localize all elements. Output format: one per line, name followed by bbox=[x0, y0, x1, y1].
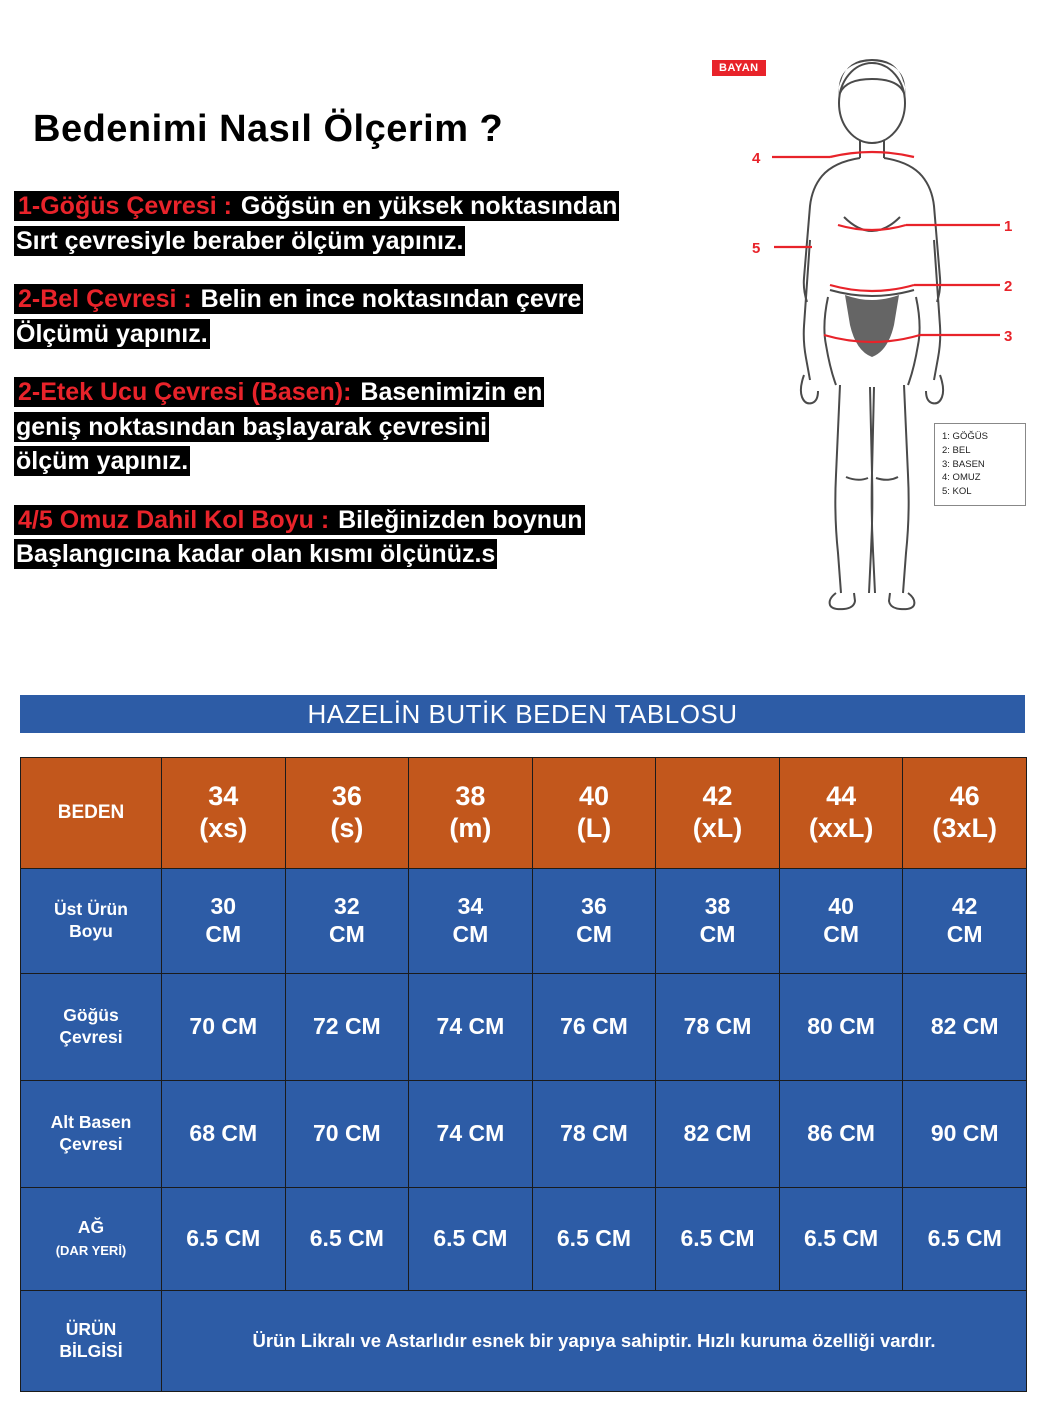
instruction-text: Başlangıcına kadar olan kısmı ölçünüz.s bbox=[16, 540, 496, 568]
cell-ag-46: 6.5 CM bbox=[903, 1188, 1027, 1291]
size-letter: (xxL) bbox=[808, 813, 874, 843]
row-label bbox=[21, 974, 162, 1081]
size-number: 44 bbox=[826, 781, 857, 812]
instruction-gogus-cevresi bbox=[14, 190, 704, 257]
row-label-line1: AĞ bbox=[77, 1217, 105, 1238]
instruction-lead: 1-Göğüs Çevresi : bbox=[18, 192, 232, 220]
size-number: 36 bbox=[331, 781, 362, 812]
size-table-banner: HAZELİN BUTİK BEDEN TABLOSU bbox=[20, 695, 1025, 733]
instruction-line bbox=[14, 411, 704, 444]
instruction-text: ölçüm yapınız. bbox=[16, 447, 189, 475]
table-row-gogus-cevresi bbox=[21, 974, 1027, 1081]
row-label-line2: Boyu bbox=[69, 921, 113, 941]
cell-ust-46: 42 CM bbox=[903, 869, 1027, 974]
female-figure-svg bbox=[712, 45, 1032, 625]
row-label-line1: ÜRÜN bbox=[65, 1319, 117, 1340]
cell-ag-44: 6.5 CM bbox=[779, 1188, 903, 1291]
size-number: 40 bbox=[578, 781, 609, 812]
header-size-42 bbox=[656, 758, 780, 869]
size-number: 42 bbox=[702, 781, 733, 812]
row-label bbox=[21, 1291, 162, 1392]
row-label-line2: (DAR YERİ) bbox=[55, 1243, 127, 1258]
bayan-badge: BAYAN bbox=[712, 60, 766, 76]
header-size-34 bbox=[162, 758, 286, 869]
cell-ag-38: 6.5 CM bbox=[409, 1188, 533, 1291]
cell-gogus-36: 72 CM bbox=[285, 974, 409, 1081]
instruction-text: Basenimizin en bbox=[353, 378, 543, 406]
instructions-list bbox=[14, 190, 704, 597]
instruction-line bbox=[14, 445, 704, 478]
instruction-etek-ucu-cevresi bbox=[14, 376, 704, 478]
instruction-line bbox=[14, 318, 704, 351]
table-header-row bbox=[21, 758, 1027, 869]
cell-gogus-34: 70 CM bbox=[162, 974, 286, 1081]
header-size-40 bbox=[532, 758, 656, 869]
instruction-text: geniş noktasından başlayarak çevresini bbox=[16, 412, 488, 441]
row-label-line2: BİLGİSİ bbox=[59, 1341, 123, 1361]
header-beden: BEDEN bbox=[21, 758, 162, 869]
legend-item: 5: KOL bbox=[942, 486, 972, 498]
table-row-urun-bilgisi bbox=[21, 1291, 1027, 1392]
header-size-38 bbox=[409, 758, 533, 869]
instruction-line bbox=[14, 190, 704, 223]
legend-item: 1: GÖĞÜS bbox=[942, 431, 988, 442]
cell-basen-42: 82 CM bbox=[656, 1081, 780, 1188]
instruction-line bbox=[14, 283, 704, 316]
cell-gogus-44: 80 CM bbox=[779, 974, 903, 1081]
cell-ag-42: 6.5 CM bbox=[656, 1188, 780, 1291]
cell-ag-40: 6.5 CM bbox=[532, 1188, 656, 1291]
header-size-46 bbox=[903, 758, 1027, 869]
cell-basen-46: 90 CM bbox=[903, 1081, 1027, 1188]
instruction-line bbox=[14, 225, 704, 258]
header-size-36 bbox=[285, 758, 409, 869]
cell-gogus-40: 76 CM bbox=[532, 974, 656, 1081]
instruction-bel-cevresi bbox=[14, 283, 704, 350]
row-label-line2: Çevresi bbox=[59, 1027, 123, 1047]
instruction-text: Ölçümü yapınız. bbox=[16, 319, 208, 348]
instruction-line bbox=[14, 538, 704, 571]
instruction-text: Bileğinizden boynun bbox=[331, 505, 583, 534]
legend-item: 3: BASEN bbox=[942, 458, 985, 470]
size-letter: (3xL) bbox=[932, 813, 997, 843]
callout-3: 3 bbox=[1004, 328, 1013, 345]
product-info-text: Ürün Likralı ve Astarlıdır esnek bir yapıya sahiptir. Hızlı kuruma özelliği vardır. bbox=[162, 1291, 1027, 1392]
row-label-line2: Çevresi bbox=[59, 1134, 123, 1154]
table-row-ust-urun-boyu bbox=[21, 869, 1027, 974]
legend-item: 2: BEL bbox=[942, 444, 971, 456]
cell-ust-34: 30 CM bbox=[162, 869, 286, 974]
instruction-lead: 2-Bel Çevresi : bbox=[18, 285, 192, 313]
cell-ag-36: 6.5 CM bbox=[285, 1188, 409, 1291]
cell-gogus-38: 74 CM bbox=[409, 974, 533, 1081]
instruction-text: Sırt çevresiyle beraber ölçüm yapınız. bbox=[16, 226, 464, 255]
instruction-lead: 2-Etek Ucu Çevresi (Basen): bbox=[18, 378, 352, 406]
size-table bbox=[20, 757, 1027, 1392]
size-letter: (xL) bbox=[692, 813, 743, 843]
cell-basen-40: 78 CM bbox=[532, 1081, 656, 1188]
page-title: Bedenimi Nasıl Ölçerim ? bbox=[33, 108, 504, 150]
row-label-line1: Üst Ürün bbox=[54, 899, 128, 920]
cell-ust-40: 36 CM bbox=[532, 869, 656, 974]
size-number: 34 bbox=[208, 781, 239, 812]
instruction-line bbox=[14, 504, 704, 537]
instruction-text: Belin en ince noktasından çevre bbox=[193, 285, 582, 313]
cell-ag-34: 6.5 CM bbox=[162, 1188, 286, 1291]
size-number: 38 bbox=[455, 781, 486, 812]
size-letter: (m) bbox=[449, 813, 492, 843]
size-number: 46 bbox=[949, 781, 980, 812]
cell-basen-36: 70 CM bbox=[285, 1081, 409, 1188]
cell-basen-44: 86 CM bbox=[779, 1081, 903, 1188]
body-measurement-diagram bbox=[712, 45, 1032, 625]
instruction-text: Göğsün en yüksek noktasından bbox=[233, 192, 618, 220]
callout-4: 4 bbox=[752, 150, 761, 167]
cell-gogus-42: 78 CM bbox=[656, 974, 780, 1081]
row-label bbox=[21, 1081, 162, 1188]
cell-basen-34: 68 CM bbox=[162, 1081, 286, 1188]
cell-basen-38: 74 CM bbox=[409, 1081, 533, 1188]
legend-item: 4: OMUZ bbox=[942, 472, 981, 484]
callout-2: 2 bbox=[1004, 278, 1013, 295]
instruction-line bbox=[14, 376, 704, 409]
cell-ust-42: 38 CM bbox=[656, 869, 780, 974]
instruction-lead: 4/5 Omuz Dahil Kol Boyu : bbox=[18, 505, 330, 534]
size-letter: (xs) bbox=[199, 813, 248, 843]
row-label bbox=[21, 1188, 162, 1291]
callout-5: 5 bbox=[752, 240, 761, 257]
cell-ust-36: 32 CM bbox=[285, 869, 409, 974]
header-size-44 bbox=[779, 758, 903, 869]
cell-gogus-46: 82 CM bbox=[903, 974, 1027, 1081]
size-letter: (L) bbox=[576, 813, 612, 843]
row-label bbox=[21, 869, 162, 974]
size-table-body bbox=[21, 869, 1027, 1392]
cell-ust-38: 34 CM bbox=[409, 869, 533, 974]
table-row-alt-basen-cevresi bbox=[21, 1081, 1027, 1188]
row-label-line1: Alt Basen bbox=[50, 1112, 132, 1133]
cell-ust-44: 40 CM bbox=[779, 869, 903, 974]
size-letter: (s) bbox=[330, 813, 364, 843]
measurement-guide-section bbox=[0, 0, 1050, 680]
row-label-line1: Göğüs bbox=[63, 1005, 119, 1026]
instruction-omuz-dahil-kol-boyu bbox=[14, 504, 704, 571]
table-row-ag bbox=[21, 1188, 1027, 1291]
size-table-header bbox=[21, 758, 1027, 869]
callout-1: 1 bbox=[1004, 218, 1013, 235]
diagram-legend bbox=[934, 423, 1026, 506]
